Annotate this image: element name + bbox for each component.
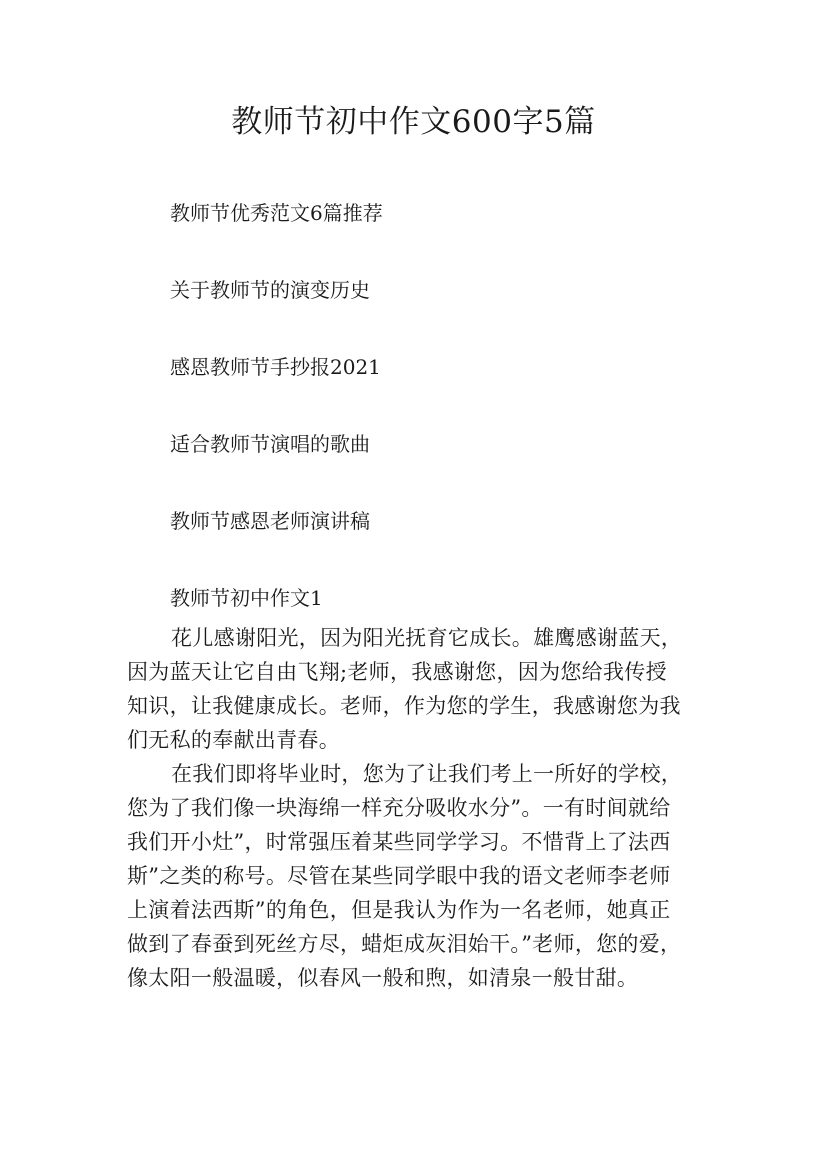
section-heading: 教师节初中作文1 <box>170 586 323 610</box>
paragraph-line: 们无私的奉献出青春。 <box>127 728 340 752</box>
paragraph-line: 做到了春蚕到死丝方尽，蜡炬成灰泪始干。”老师，您的爱， <box>127 932 682 956</box>
document-title: 教师节初中作文600字5篇 <box>231 104 596 140</box>
paragraph-1 <box>127 621 727 757</box>
paragraph-line: 因为蓝天让它自由飞翔;老师，我感谢您，因为您给我传授 <box>127 660 667 684</box>
paragraph-2 <box>127 757 727 995</box>
paragraph-line: 像太阳一般温暖，似春风一般和煦，如清泉一般甘甜。 <box>127 966 639 990</box>
paragraph-line: 知识，让我健康成长。老师，作为您的学生，我感谢您为我 <box>127 694 681 718</box>
essay-body <box>127 621 727 995</box>
related-link-5[interactable]: 教师节感恩老师演讲稿 <box>170 509 370 533</box>
paragraph-line: 您为了我们像一块海绵一样充分吸收水分”。一有时间就给 <box>127 796 671 820</box>
related-link-2[interactable]: 关于教师节的演变历史 <box>170 278 370 302</box>
related-link-1[interactable]: 教师节优秀范文6篇推荐 <box>170 201 383 225</box>
paragraph-line: 上演着法西斯”的角色，但是我认为作为一名老师，她真正 <box>127 898 671 922</box>
paragraph-line: 斯”之类的称号。尽管在某些同学眼中我的语文老师李老师 <box>127 864 671 888</box>
related-link-4[interactable]: 适合教师节演唱的歌曲 <box>170 432 370 456</box>
related-link-3[interactable]: 感恩教师节手抄报2021 <box>170 355 381 379</box>
paragraph-line: 我们开小灶”，时常强压着某些同学学习。不惜背上了法西 <box>127 830 671 854</box>
paragraph-line: 花儿感谢阳光，因为阳光抚育它成长。雄鹰感谢蓝天， <box>171 626 683 650</box>
paragraph-line: 在我们即将毕业时，您为了让我们考上一所好的学校， <box>171 762 683 786</box>
